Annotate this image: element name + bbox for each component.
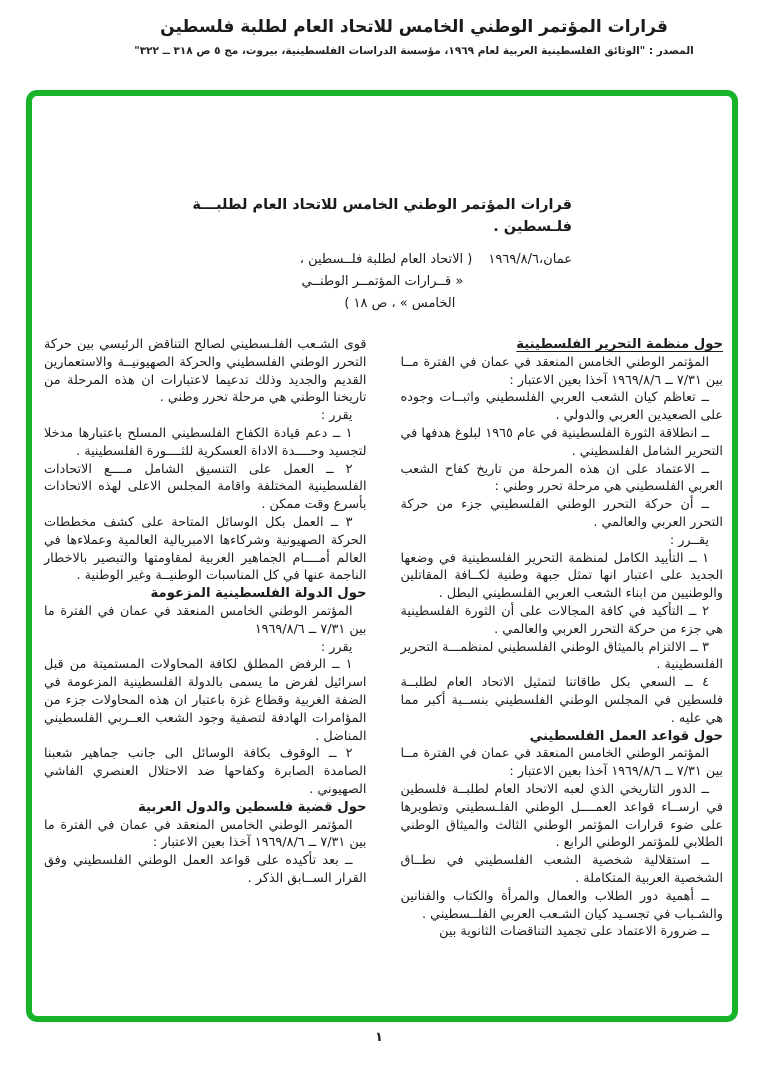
body-paragraph: ٢ ــ الوقوف بكافة الوسائل الى جانب جماهير شعبنا الصامدة الصابرة وكفاحها ضد الاحتلال العنصري الفاشي الصهيوني . — [44, 746, 367, 797]
document-title-line: قرارات المؤتمر الوطني الخامس للاتحاد العام لطلبـــة — [192, 197, 572, 213]
body-paragraph: ــ أهمية دور الطلاب والعمال والمرأة والكتاب والفنانين والشـباب في تجسـيد كيان الشـعب العربي الفلــسطيني . — [400, 888, 723, 922]
body-paragraph: يقــرر : — [669, 532, 709, 548]
citation-line: « قــرارات المؤتمــر الوطنــي — [301, 274, 464, 289]
citation-block — [300, 249, 473, 315]
section-heading: حول الدولة الفلسطينية المزعومة — [150, 586, 367, 602]
body-paragraph: ــ بعد تأكيده على قواعد العمل الوطني الفلسطيني وفق القرار الســابق الذكر . — [44, 853, 367, 886]
citation-line: ( الاتحاد العام لطلبة فلــسطين ، — [299, 252, 473, 267]
body-paragraph: ــ أن حركة التحرر الوطني الفلسطيني جزء من حركة التحرر العربي والعالمي . — [400, 497, 723, 530]
body-paragraph: ــ ضرورة الاعتماد على تجميد التناقضات الثانوية بين — [439, 924, 709, 940]
section-heading: حول منظمة التحرير الفلسطينية — [516, 337, 723, 352]
body-paragraph: ــ الدور التاريخي الذي لعبه الاتحاد العام لطلبــة فلسطين في ارســاء قواعد العمــــل الوطني الفلـسطيني وتطويرها على ضوء قرارات المؤتمر الوطني الثالث والميثاق الوطني الطلابي للمؤتمر الوطني الرابع . — [400, 781, 723, 851]
document-title-line: فلـسطين . — [493, 219, 572, 235]
document-head — [190, 194, 572, 315]
dateline: عمان،١٩٦٩/٨/٦ — [488, 252, 572, 267]
body-paragraph: ــ استقلالية شخصية الشعب الفلسطيني في نطــاق الشخصية العربية المتكاملة . — [400, 853, 723, 886]
citation-line: الخامس » ، ص ١٨ ) — [344, 296, 456, 311]
page-header — [78, 16, 750, 57]
citation-row — [190, 249, 572, 315]
body-paragraph: ــ تعاظم كيان الشعب العربي الفلسطيني واثبــات وجوده على الصعيدين العربي والدولي . — [400, 390, 723, 424]
body-paragraph: المؤتمر الوطني الخامس المنعقد في عمان في الفترة مــا بين ٧/٣١ ــ ١٩٦٩/٨/٦ آخذا بعين الاعتبار : — [400, 746, 723, 780]
body-paragraph: قوى الشـعب الفلـسطيني لصالح التناقض الرئيسي بين حركة التحرر الوطني الفلسطيني والحركة الصهيونيــة والاستعمارين القديم والجديد وذلك تدعيما لاعتبارات ان هذه المرحلة من تاريخنا الوطني هي مرحلة تحرر وطني . — [44, 337, 367, 406]
body-paragraph: المؤتمر الوطني الخامس المنعقد في عمان في الفترة ما بين ٧/٣١ ــ ١٩٦٩/٨/٦ — [44, 603, 367, 637]
body-paragraph: ــ الاعتماد على ان هذه المرحلة من تاريخ كفاح الشعب العربي الفلسطيني هي مرحلة تحرر وطني : — [400, 461, 723, 495]
body-paragraph: يقرر : — [320, 408, 353, 424]
column-left — [44, 336, 367, 941]
page-number: ١ — [375, 1030, 383, 1045]
body-paragraph: ١ ــ الرفض المطلق لكافة المحاولات المستميتة من قبل اسرائيل لفرض ما يسمى بالدولة الفلسطينية المزعومة في الضفة الغربية وقطاع غزة باعتبار ان هذه المحاولات جزء من المؤامرات الهادفة لتصفية وجود الشعب العــربي الفلسطيني المناضل . — [44, 657, 367, 744]
body-paragraph: المؤتمر الوطني الخامس المنعقد في عمان في الفترة ما بين ٧/٣١ ــ ١٩٦٩/٨/٦ آخذا بعين الاعتبار : — [44, 817, 367, 851]
section-heading: حول قواعد العمل الفلسطيني — [529, 728, 723, 744]
source-citation: المصدر : "الوثائق الفلسطينية العربية لعام ١٩٦٩، مؤسسة الدراسات الفلسطينية، بيروت، مج ٥ ص ٣١٨ ــ ٣٢٢" — [134, 45, 694, 58]
body-columns — [32, 336, 732, 941]
body-paragraph: المؤتمر الوطني الخامس المنعقد في عمان في الفترة مــا بين ٧/٣١ ــ ١٩٦٩/٨/٦ آخذا بعين الاعتبار : — [400, 354, 723, 388]
body-paragraph: ١ ــ دعم قيادة الكفاح الفلسطيني المسلح باعتبارها مدخلا لتجسيد وحــــدة الاداة العسكرية للثــــورة الفلسطينية . — [44, 425, 367, 459]
body-paragraph: ٤ ــ السعي بكل طاقاتنا لتمثيل الاتحاد العام لطلبــة فلسطين في المجلس الوطني الفلسطيني بنســبة أكبر مما هي عليه . — [400, 675, 723, 726]
body-paragraph: ٣ ــ الالتزام بالميثاق الوطني الفلسطيني لمنظمـــة التحرير الفلسطينية . — [400, 639, 723, 673]
body-paragraph: ٢ ــ العمل على التنسيق الشامل مــــع الاتحادات الفلسطينية المختلفة واقامة المجلس الاعلى لهذه الاتحادات بأسرع وقت ممكن . — [44, 461, 367, 513]
document-title — [190, 194, 572, 238]
body-paragraph: ١ ــ التأييد الكامل لمنظمة التحرير الفلسطينية في وضعها الجديد على اعتبار انها تمثل جبهة وطنية لكــافة المقاتلين والوطنيين من ابناء الشعب العربي الفلسطيني البطل . — [400, 550, 723, 602]
body-paragraph: يقرر : — [320, 639, 353, 655]
page-title: قرارات المؤتمر الوطني الخامس للاتحاد العام لطلبة فلسطين — [160, 17, 668, 37]
column-right — [401, 336, 724, 941]
body-paragraph: ــ انطلاقة الثورة الفلسطينية في عام ١٩٦٥ لبلوغ هدفها في التحرير الشامل الفلسطيني . — [400, 425, 723, 459]
document-green-border — [26, 90, 738, 1022]
body-paragraph: ٣ ــ العمل بكل الوسائل المتاحة على كشف مخططات الحركة الصهيونية وشركاءها الامبريالية العالمية وعملاءها في العالم أمــــام الجماهير العربية لمقاومتها والتبصير بالاخطار الناجمة عنها في كل المناسبات الوطنيــة وغير الوطنية . — [44, 514, 367, 584]
section-heading: حول قضية فلسطين والدول العربية — [137, 799, 367, 815]
body-paragraph: ٢ ــ التأكيد في كافة المجالات على أن الثورة الفلسطينية هي جزء من حركة التحرر العربي والعالمي . — [400, 603, 723, 637]
